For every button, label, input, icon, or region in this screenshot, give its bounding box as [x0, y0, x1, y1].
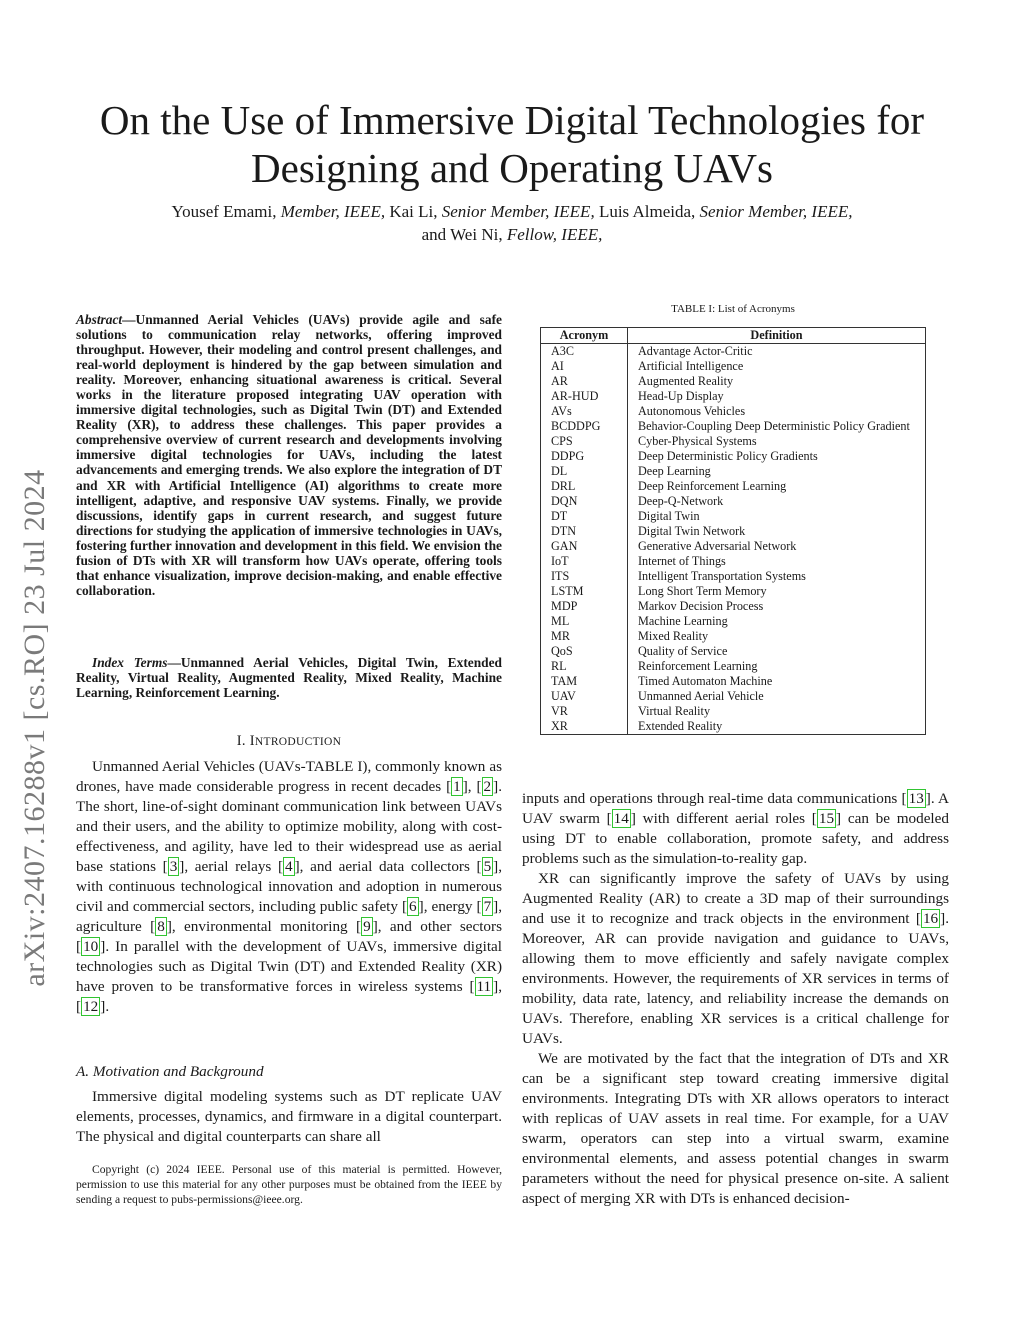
acronym-cell: ML	[541, 614, 628, 629]
acronym-cell: LSTM	[541, 584, 628, 599]
right-paragraph-3: We are motivated by the fact that the integration of DTs and XR can be a significant step toward creating immersive digital environments. Integrating DTs with XR allows operators to interact with replicas of UAV assets in real time. For example, for a UAV swarm, operators can step into a virtual swarm, examine environmental elements, and assess potential changes in swarm parameters without the need for physical presence on-site. A salient aspect of merging XR with DTs is enhanced decision-	[522, 1050, 949, 1207]
citation-link[interactable]: 13	[908, 790, 924, 807]
citation-link[interactable]: 5	[483, 858, 492, 875]
text-span: can be modeled using DT to enable collaboration, promote safety, and address problems such as the simulation-to-reality gap.	[522, 810, 949, 867]
table-row	[541, 434, 926, 449]
acronym-cell: CPS	[541, 434, 628, 449]
acronym-cell: MR	[541, 629, 628, 644]
text-span: with different aerial roles	[635, 810, 812, 827]
table-row	[541, 719, 926, 735]
table-row	[541, 674, 926, 689]
table-row	[541, 509, 926, 524]
author-affiliation: Senior Member, IEEE,	[441, 202, 595, 221]
acronym-cell: BCDDPG	[541, 419, 628, 434]
acronym-cell: QoS	[541, 644, 628, 659]
text-span: . Moreover, AR can provide navigation and guidance to UAVs, allowing them to move efficiently and safely navigate complex environments. However, the requirements of XR services in terms of mobility, data rate, latency, and reliability increase the demands on UAVs. Therefore, enabling XR services is a critical challenge for UAVs.	[522, 910, 949, 1047]
text-span: Unmanned Aerial Vehicles (UAVs-TABLE I), commonly known as drones, have made considerable progress in recent decades	[76, 758, 502, 795]
table-row	[541, 389, 926, 404]
author-name: Yousef Emami,	[171, 202, 277, 221]
acronym-cell: AR-HUD	[541, 389, 628, 404]
table-caption: TABLE I: List of Acronyms	[671, 303, 795, 315]
definition-cell: Mixed Reality	[638, 629, 709, 643]
abstract-label: Abstract	[76, 312, 123, 327]
table-row	[541, 539, 926, 554]
acronym-table	[540, 327, 926, 735]
text-span: , and other sectors	[377, 918, 502, 935]
citation-link[interactable]: 4	[285, 858, 293, 875]
column-header-definition: Definition	[628, 328, 926, 344]
definition-cell: Long Short Term Memory	[638, 584, 767, 598]
intro-paragraph: Unmanned Aerial Vehicles (UAVs-TABLE I), commonly known as drones, have made considerable progress in recent decades [ 1 ], [ 2 ]. The short, line-of-sight dominant communication link between UAVs and their users, and the ability to optimize mobility, along with cost-effectiveness, and agility, have led to their widespread use as aerial base stations [ 3 ], aerial relays [ 4 ], and aerial data collectors [ 5 ], with continuous technological innovation and adoption in numerous civil and commercial sectors, including public safety [ 6 ], energy [ 7 ], agriculture [ 8 ], environmental monitoring [ 9 ], and other sectors [ 10 ]. In parallel with the development of UAVs, immersive digital technologies such as Digital Twin (DT) and Extended Reality (XR) have proven to be transformative forces in wireless systems [ 11 ], [ 12 ].	[76, 758, 503, 1015]
citation-link[interactable]: 1	[453, 778, 461, 795]
acronym-cell: XR	[541, 719, 628, 735]
table-row	[541, 419, 926, 434]
definition-cell: Markov Decision Process	[638, 599, 764, 613]
definition-cell: Behavior-Coupling Deep Deterministic Policy Gradient	[638, 419, 910, 433]
table-row	[541, 374, 926, 389]
table-row	[541, 464, 926, 479]
table-row	[541, 359, 926, 374]
table-row	[541, 659, 926, 674]
citation-link[interactable]: 11	[476, 978, 492, 995]
table-row	[541, 404, 926, 419]
acronym-cell: MDP	[541, 599, 628, 614]
abstract-text: —Unmanned Aerial Vehicles (UAVs) provide agile and safe solutions to communication relay networks, offering improved throughput. However, their modeling and control present challenges, and real-world deployment is hindered by the gap between simulation and reality. Moreover, enhancing situational awareness is critical. Several works in the literature proposed integrating UAV operation with immersive digital technologies, such as Digital Twin (DT) and Extended Reality (XR), to address these challenges. This paper provides a comprehensive overview of current research and developments involving immersive digital technologies for UAVs, including the latest advancements and emerging trends. We also explore the integration of DT and XR with Artificial Intelligence (AI) algorithms to create more intelligent, adaptive, and responsive UAV systems. Finally, we provide discussions, identify gaps in current research, and suggest future directions for studying the application of immersive technologies in UAVs, fostering further innovation and development in this field. We envision the fusion of DTs with XR will transform how UAVs operate, offering tools that enhance visualization, improve decision-making, and enable effective collaboration.	[76, 312, 502, 598]
definition-cell: Virtual Reality	[638, 704, 711, 718]
paper-title: On the Use of Immersive Digital Technologies for Designing and Operating UAVs	[99, 97, 925, 191]
citation-link[interactable]: 3	[169, 858, 178, 875]
text-span: , agriculture	[76, 898, 503, 935]
acronym-cell: DQN	[541, 494, 628, 509]
table-row	[541, 569, 926, 584]
author-name: Luis Almeida,	[598, 202, 696, 221]
acronym-cell: ITS	[541, 569, 628, 584]
text-span: , energy	[423, 898, 477, 915]
citation-link[interactable]: 16	[922, 910, 939, 927]
definition-cell: Deep Reinforcement Learning	[638, 479, 787, 493]
text-span: . In parallel with the development of UAVs, immersive digital technologies such as Digital Twin (DT) and Extended Reality (XR) have proven to be transformative forces in wireless systems	[76, 938, 502, 995]
table-row	[541, 614, 926, 629]
citation-link[interactable]: 8	[157, 918, 165, 935]
table-row	[541, 629, 926, 644]
table-row	[541, 644, 926, 659]
text-span: ,	[467, 778, 477, 795]
table-row	[541, 599, 926, 614]
table-row	[541, 494, 926, 509]
index-terms-text: —Unmanned Aerial Vehicles, Digital Twin, Extended Reality, Virtual Reality, Augmented Reality, Mixed Reality, Machine Learning, Reinforcement Learning.	[76, 655, 503, 700]
acronym-cell: UAV	[541, 689, 628, 704]
text-span: , and aerial data collectors	[299, 858, 477, 875]
definition-cell: Digital Twin	[638, 509, 700, 523]
definition-cell: Artificial Intelligence	[638, 359, 744, 373]
acronym-cell: DTN	[541, 524, 628, 539]
acronym-cell: RL	[541, 659, 628, 674]
acronym-cell: AR	[541, 374, 628, 389]
definition-cell: Digital Twin Network	[638, 524, 746, 538]
acronym-cell: GAN	[541, 539, 628, 554]
motivation-paragraph: Immersive digital modeling systems such as DT replicate UAV elements, processes, dynamics, and firmware in a digital counterpart. The physical and digital counterparts can share all	[76, 1088, 502, 1145]
table-header-row	[541, 328, 926, 344]
citation-link[interactable]: 6	[409, 898, 417, 915]
abstract	[76, 312, 502, 598]
column-header-acronym: Acronym	[541, 328, 628, 344]
copyright-notice: Copyright (c) 2024 IEEE. Personal use of this material is permitted. However, permission to use this material for any other purposes must be obtained from the IEEE by sending a request to pubs-permissions@ieee.org.	[76, 1163, 502, 1206]
text-span: .	[105, 998, 110, 1015]
citation-link[interactable]: 10	[83, 938, 99, 955]
table-row	[541, 554, 926, 569]
acronym-cell: TAM	[541, 674, 628, 689]
text-span: , aerial relays	[184, 858, 278, 875]
index-terms-label: Index Terms	[92, 655, 168, 670]
author-name: and Wei Ni,	[421, 225, 503, 244]
index-terms	[76, 655, 502, 700]
acronym-cell: VR	[541, 704, 628, 719]
acronym-cell: A3C	[541, 344, 628, 360]
subsection-heading-motivation: A. Motivation and Background	[76, 1063, 264, 1080]
table-row	[541, 344, 926, 360]
definition-cell: Reinforcement Learning	[638, 659, 758, 673]
definition-cell: Advantage Actor-Critic	[638, 344, 753, 358]
acronym-cell: DDPG	[541, 449, 628, 464]
table-row	[541, 584, 926, 599]
table-row	[541, 704, 926, 719]
author-name: Kai Li,	[389, 202, 438, 221]
author-list	[80, 200, 944, 246]
acronym-cell: IoT	[541, 554, 628, 569]
definition-cell: Deep Learning	[638, 464, 711, 478]
text-span: , environmental monitoring	[171, 918, 357, 935]
definition-cell: Extended Reality	[638, 719, 723, 733]
acronym-cell: DT	[541, 509, 628, 524]
table-row	[541, 524, 926, 539]
text-span: , with continuous technological innovation and adoption in numerous civil and commercial sectors, including public safety	[76, 858, 503, 915]
acronym-cell: AI	[541, 359, 628, 374]
table-row	[541, 689, 926, 704]
author-affiliation: Senior Member, IEEE,	[699, 202, 853, 221]
definition-cell: Deep Deterministic Policy Gradients	[638, 449, 818, 463]
definition-cell: Head-Up Display	[638, 389, 724, 403]
text-span: ,	[498, 978, 502, 995]
definition-cell: Quality of Service	[638, 644, 728, 658]
author-affiliation: Fellow, IEEE,	[506, 225, 603, 244]
definition-cell: Intelligent Transportation Systems	[638, 569, 806, 583]
definition-cell: Deep-Q-Network	[638, 494, 724, 508]
right-paragraph-1: inputs and operations through real-time data communications [ 13 ]. A UAV swarm [ 14 ] with different aerial roles [ 15 ] can be modeled using DT to enable collaboration, promote safety, and address problems such as the simulation-to-reality gap.	[522, 790, 949, 867]
text-span: inputs and operations through real-time data communications	[522, 790, 902, 807]
section-number: I.	[236, 733, 246, 749]
table-row	[541, 479, 926, 494]
acronym-cell: DRL	[541, 479, 628, 494]
author-affiliation: Member, IEEE,	[280, 202, 386, 221]
definition-cell: Generative Adversarial Network	[638, 539, 797, 553]
section-title-rest: NTRODUCTION	[254, 736, 342, 748]
definition-cell: Autonomous Vehicles	[638, 404, 746, 418]
section-heading-introduction	[76, 733, 502, 750]
citation-link[interactable]: 15	[818, 810, 835, 827]
definition-cell: Cyber-Physical Systems	[638, 434, 757, 448]
definition-cell: Internet of Things	[638, 554, 726, 568]
definition-cell: Machine Learning	[638, 614, 728, 628]
definition-cell: Unmanned Aerial Vehicle	[638, 689, 764, 703]
acronym-cell: AVs	[541, 404, 628, 419]
text-span: . The short, line-of-sight dominant communication link between UAVs and their users, and the ability to optimize mobility, along with cost-effectiveness, and agility, have led to their widespread use as aerial base stations	[76, 778, 502, 875]
acronym-cell: DL	[541, 464, 628, 479]
text-span: XR can significantly improve the safety of UAVs by using Augmented Reality (AR) to create a 3D map of their surroundings and use it to recognize and track objects in the environment	[522, 870, 949, 927]
right-paragraph-2: XR can significantly improve the safety of UAVs by using Augmented Reality (AR) to create a 3D map of their surroundings and use it to recognize and track objects in the environment [ 16 ]. Moreover, AR can provide navigation and guidance to UAVs, allowing them to move efficiently and safely navigate complex environments. However, the requirements of XR services in terms of mobility, data rate, latency, and reliability increase the demands on UAVs. Therefore, enabling XR services is a critical challenge for UAVs.	[522, 870, 949, 1047]
citation-link[interactable]: 14	[613, 810, 629, 827]
section-title-initial: I	[249, 733, 255, 749]
citation-link[interactable]: 9	[363, 918, 371, 935]
citation-link[interactable]: 2	[483, 778, 492, 795]
table-row	[541, 449, 926, 464]
text-span: . A UAV swarm	[522, 790, 949, 827]
definition-cell: Augmented Reality	[638, 374, 734, 388]
definition-cell: Timed Automaton Machine	[638, 674, 773, 688]
citation-link[interactable]: 12	[83, 998, 99, 1015]
citation-link[interactable]: 7	[483, 898, 492, 915]
arxiv-identifier: arXiv:2407.16288v1 [cs.RO] 23 Jul 2024	[18, 469, 51, 987]
